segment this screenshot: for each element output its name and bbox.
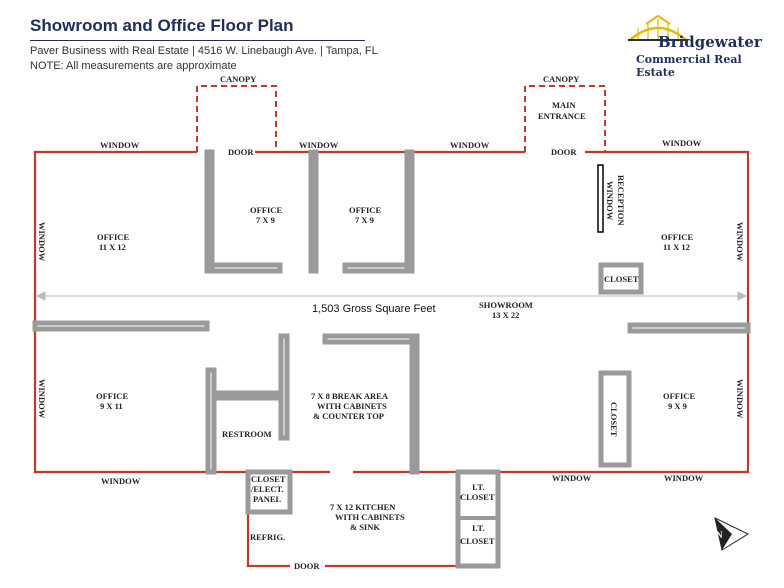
measurement-note: NOTE: All measurements are approximate [30, 60, 237, 72]
office-n2-size: 7 X 9 [256, 215, 275, 225]
canopy-right-label: CANOPY [543, 74, 580, 84]
reception-window-label-2: WINDOW [605, 181, 615, 221]
main-entrance-label-1: MAIN [552, 100, 576, 110]
logo-tagline: Commercial Real Estate [636, 53, 742, 79]
office-se-name: OFFICE [663, 391, 696, 401]
it-closet-top-label-2: CLOSET [460, 492, 495, 502]
gross-area-label: 1,503 Gross Square Feet [312, 303, 436, 315]
office-n2-name: OFFICE [250, 205, 283, 215]
kitchen-label-2: WITH CABINETS [335, 512, 405, 522]
window-bottom-1-label: WINDOW [101, 476, 141, 486]
office-ne-name: OFFICE [661, 232, 694, 242]
window-top-4-label: WINDOW [662, 138, 702, 148]
break-area-label-2: WITH CABINETS [317, 401, 387, 411]
office-n3-name: OFFICE [349, 205, 382, 215]
window-top-3-label: WINDOW [450, 140, 490, 150]
canopy-left-label: CANOPY [220, 74, 257, 84]
showroom-size: 13 X 22 [492, 310, 520, 320]
closet-se-label: CLOSET [609, 402, 619, 437]
window-top-2-label: WINDOW [299, 140, 339, 150]
window-right-top-label: WINDOW [735, 222, 745, 262]
refrig-label: REFRIG. [250, 532, 286, 542]
closet-elect-label-1: CLOSET [251, 474, 286, 484]
office-nw-size: 11 X 12 [99, 242, 126, 252]
showroom-name: SHOWROOM [479, 300, 533, 310]
window-left-top-label: WINDOW [37, 222, 47, 262]
it-closet-bottom-label-1: I.T. [472, 523, 485, 533]
restroom-label: RESTROOM [222, 429, 272, 439]
kitchen-label-1: 7 X 12 KITCHEN [330, 502, 396, 512]
address-line: Paver Business with Real Estate | 4516 W. Linebaugh Ave. | Tampa, FL [30, 45, 378, 57]
door-bottom-label: DOOR [294, 561, 320, 571]
window-bottom-3-label: WINDOW [664, 473, 704, 483]
closet-elect-label-2: /ELECT. [251, 484, 284, 494]
closet-elect-label-3: PANEL [253, 494, 282, 504]
reception-window-label-1: RECEPTION [616, 175, 626, 226]
main-entrance-label-2: ENTRANCE [538, 111, 586, 121]
logo-brand-name: Bridgewater [658, 33, 762, 51]
window-bottom-2-label: WINDOW [552, 473, 592, 483]
it-closet-bottom-label-2: CLOSET [460, 536, 495, 546]
door-top-right-label: DOOR [551, 147, 577, 157]
door-top-left-label: DOOR [228, 147, 254, 157]
break-area-label-3: & COUNTER TOP [313, 411, 385, 421]
office-sw-size: 9 X 11 [100, 401, 123, 411]
it-closet-top-label-1: I.T. [472, 482, 485, 492]
window-top-1-label: WINDOW [100, 140, 140, 150]
office-se-size: 9 X 9 [668, 401, 687, 411]
reception-window [598, 165, 603, 232]
closet-ne-label: CLOSET [604, 274, 639, 284]
office-nw-name: OFFICE [97, 232, 130, 242]
office-sw-name: OFFICE [96, 391, 129, 401]
office-n3-size: 7 X 9 [355, 215, 374, 225]
window-right-bottom-label: WINDOW [735, 379, 745, 419]
page-title: Showroom and Office Floor Plan [30, 16, 294, 35]
office-ne-size: 11 X 12 [663, 242, 690, 252]
window-left-bottom-label: WINDOW [37, 379, 47, 419]
north-label: N [716, 530, 723, 540]
break-area-label-1: 7 X 8 BREAK AREA [311, 391, 388, 401]
kitchen-label-3: & SINK [350, 522, 380, 532]
